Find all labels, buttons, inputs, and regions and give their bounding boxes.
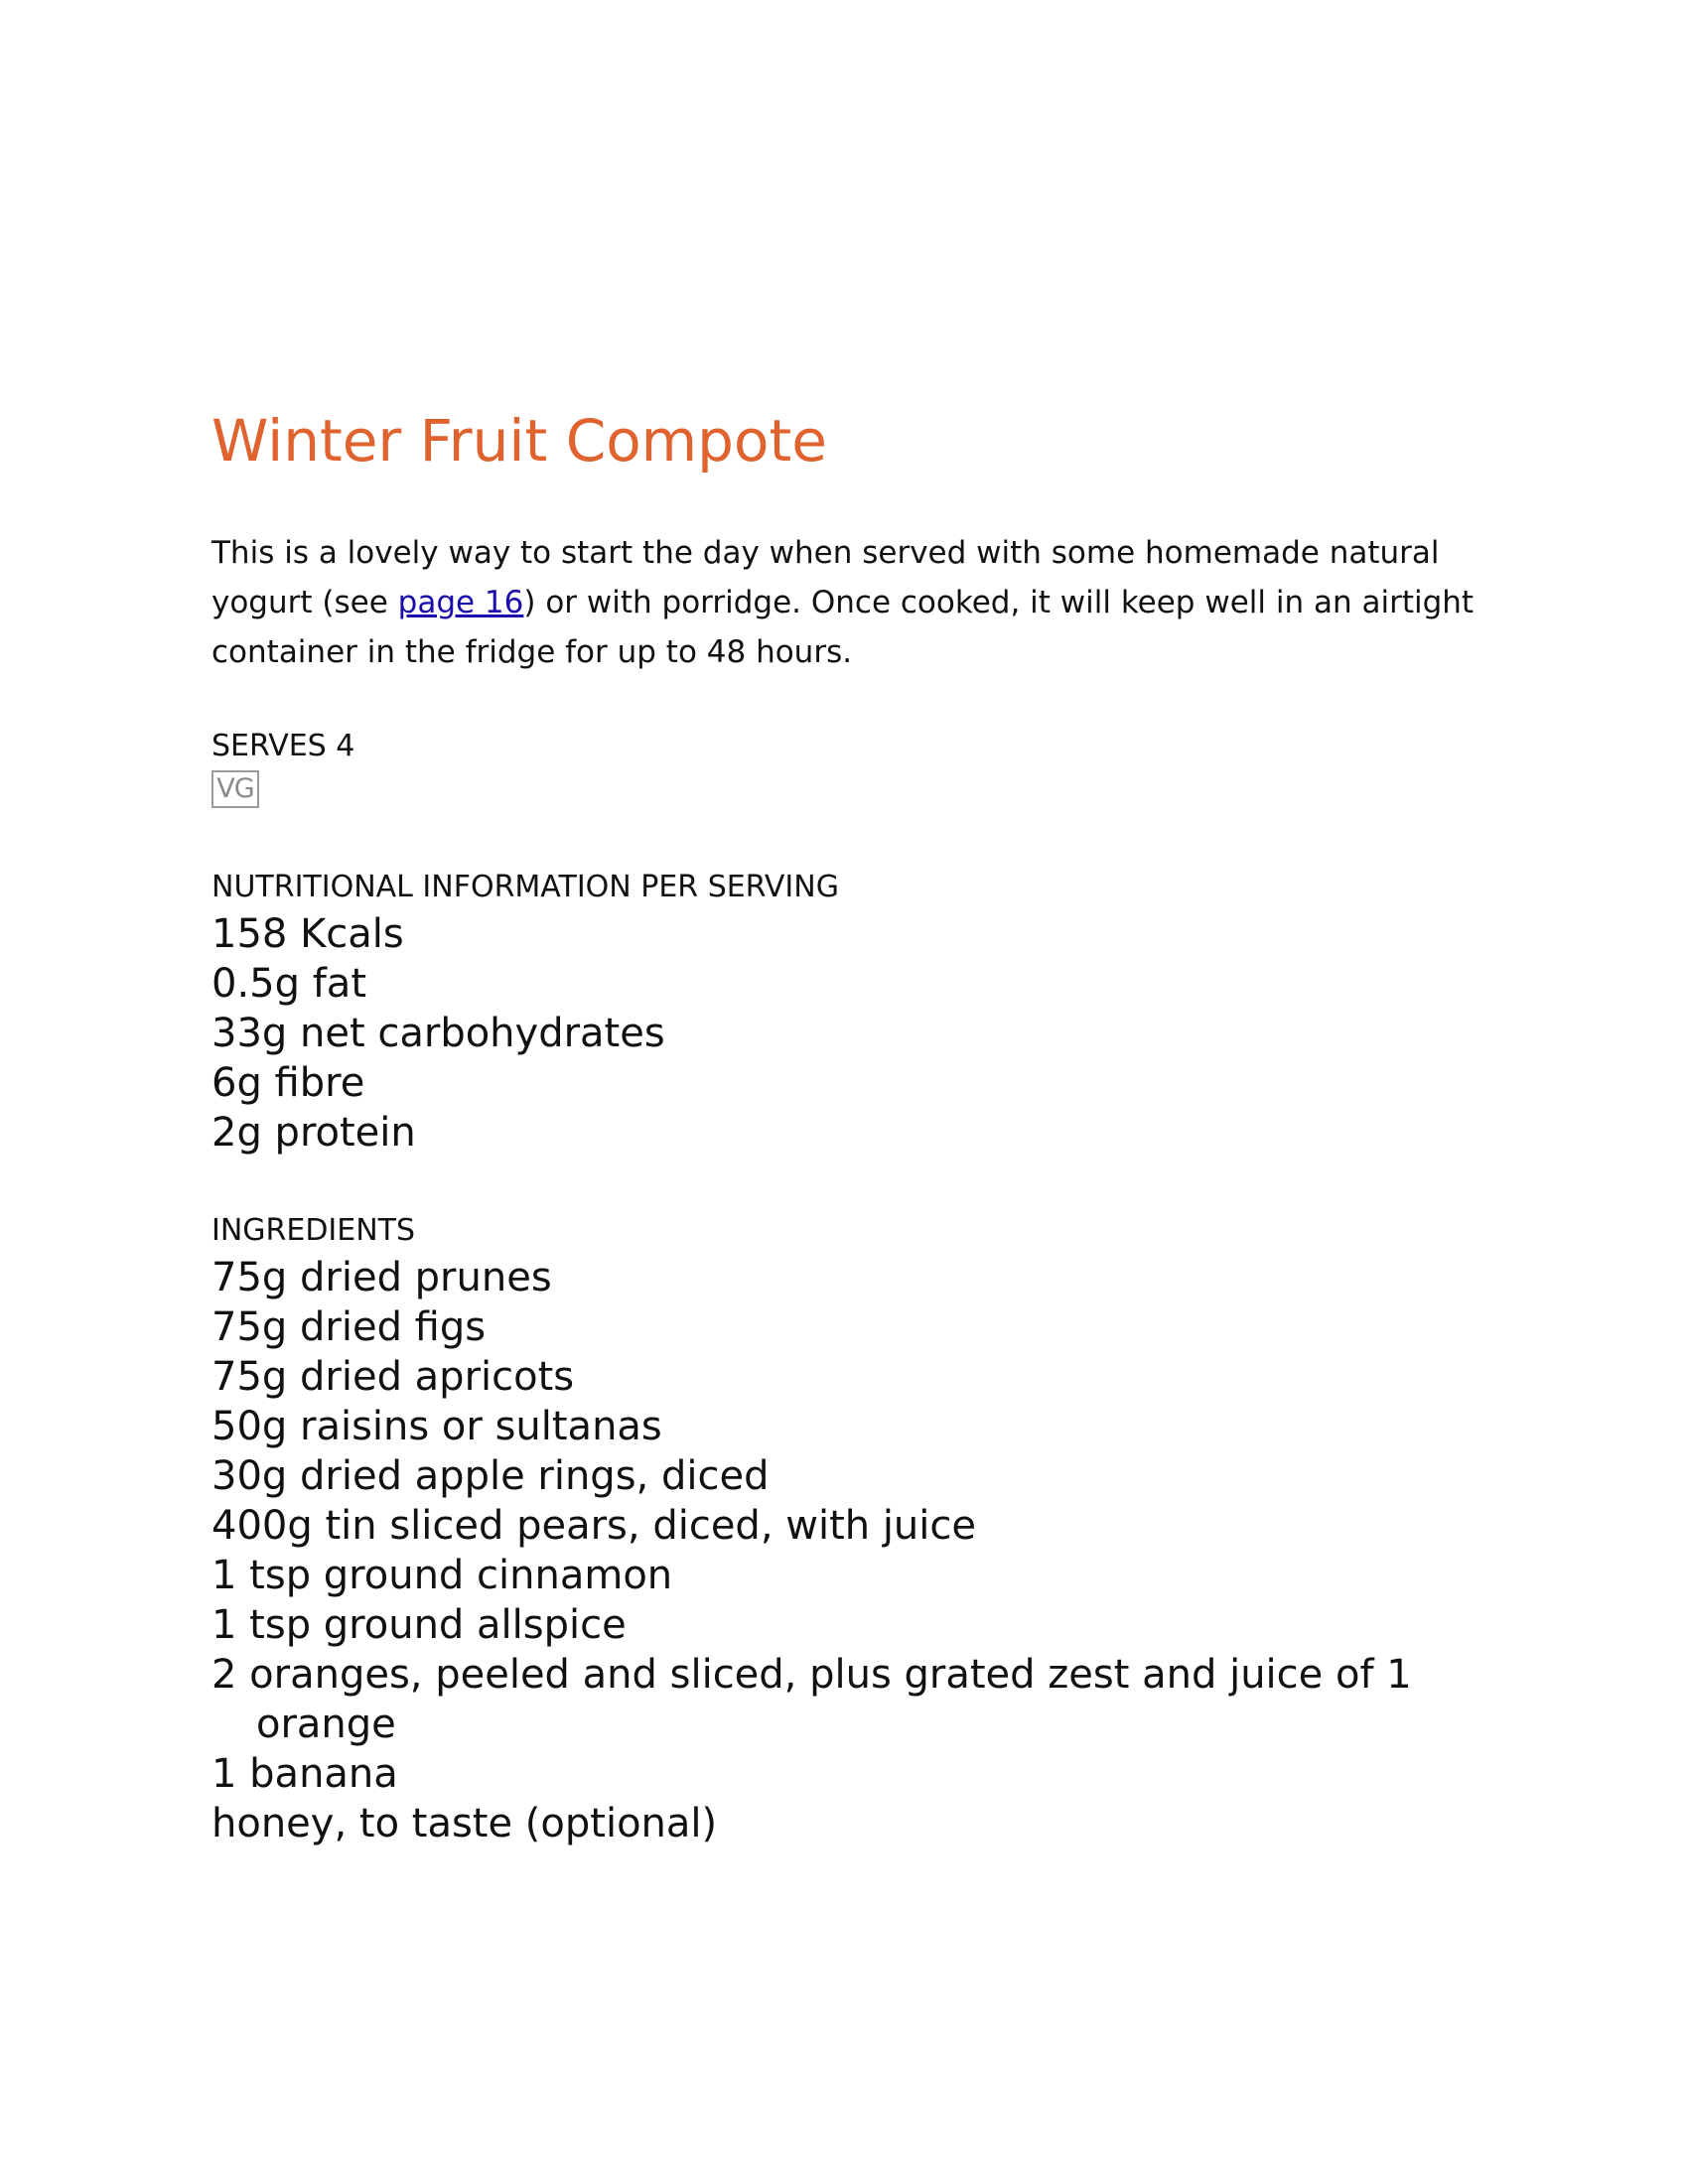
ingredient-item: 1 banana (211, 1751, 398, 1797)
intro-text-start: This is a lovely way to start the day when served with some homemade natural yogurt (see (211, 535, 1440, 620)
ingredients-list (211, 1253, 1502, 1848)
nutrition-item: 0.5g fat (211, 961, 366, 1007)
nutrition-item: 158 Kcals (211, 911, 404, 957)
ingredient-item: 1 tsp ground cinnamon (211, 1553, 673, 1598)
nutrition-item: 33g net carbohydrates (211, 1011, 665, 1056)
ingredient-item: 75g dried figs (211, 1304, 487, 1350)
ingredient-item: 2 oranges, peeled and sliced, plus grated zest and juice of 1 orange (211, 1652, 1412, 1747)
ingredient-item: 1 tsp ground allspice (211, 1602, 627, 1648)
ingredient-item: 400g tin sliced pears, diced, with juice (211, 1503, 976, 1549)
nutrition-item: 2g protein (211, 1110, 416, 1156)
page-16-link[interactable]: page 16 (397, 585, 524, 620)
ingredient-item: honey, to taste (optional) (211, 1801, 718, 1846)
nutrition-item: 6g fibre (211, 1060, 365, 1106)
recipe-intro (211, 528, 1502, 677)
ingredients-heading: INGREDIENTS (211, 1213, 416, 1248)
vegan-badge-icon: VG (211, 770, 259, 808)
ingredient-item: 75g dried prunes (211, 1255, 552, 1300)
serves-label: SERVES 4 (211, 729, 355, 763)
nutrition-heading: NUTRITIONAL INFORMATION PER SERVING (211, 870, 839, 904)
intro-text-end: ) or with porridge. Once cooked, it will keep well in an airtight container in the fridge for up to 48 hours. (211, 585, 1475, 670)
nutrition-list (211, 909, 1502, 1158)
ingredient-item: 30g dried apple rings, diced (211, 1453, 770, 1499)
recipe-page (211, 395, 1502, 1848)
ingredient-item: 75g dried apricots (211, 1354, 575, 1400)
ingredient-item: 50g raisins or sultanas (211, 1404, 662, 1449)
recipe-title: Winter Fruit Compote (211, 407, 827, 475)
